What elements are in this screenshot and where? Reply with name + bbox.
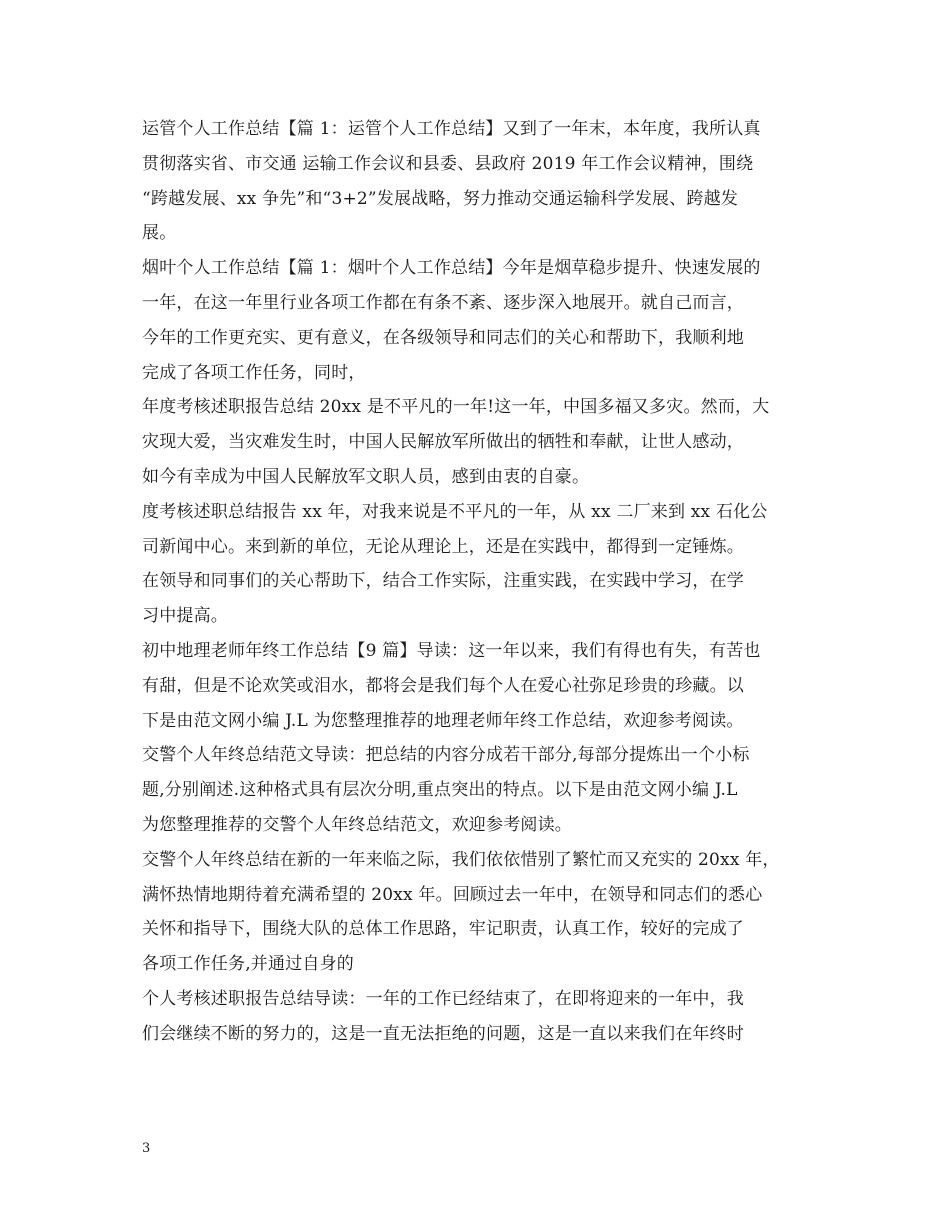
text-line: 展。 <box>142 223 177 244</box>
paragraph-geren-kaohe <box>142 982 822 1052</box>
text-line: 度考核述职总结报告 xx 年，对我来说是不平凡的一年，从 xx 二厂来到 xx 石化公 <box>142 501 768 522</box>
paragraph-yanye <box>142 251 822 390</box>
text-line: 交警个人年终总结范文导读：把总结的内容分成若干部分,每部分提炼出一个小标 <box>142 745 750 766</box>
document-body <box>142 112 822 1052</box>
text-line: 今年的工作更充实、更有意义，在各级领导和同志们的关心和帮助下，我顺利地 <box>142 327 744 348</box>
paragraph-jiaojing-zongjie <box>142 843 822 982</box>
text-line: 习中提高。 <box>142 606 228 627</box>
text-line: 关怀和指导下，围绕大队的总体工作思路，牢记职责，认真工作，较好的完成了 <box>142 919 744 940</box>
paragraph-dili-laoshi <box>142 634 822 738</box>
paragraph-yunguan <box>142 112 822 251</box>
text-line: 们会继续不断的努力的，这是一直无法拒绝的问题，这是一直以来我们在年终时 <box>142 1023 744 1044</box>
text-line: 初中地理老师年终工作总结【9 篇】导读：这一年以来，我们有得也有失，有苦也 <box>142 640 761 661</box>
text-line: 个人考核述职报告总结导读：一年的工作已经结束了，在即将迎来的一年中，我 <box>142 988 744 1009</box>
text-line: 年度考核述职报告总结 20xx 是不平凡的一年!这一年，中国多福又多灾。然而，大 <box>142 397 770 418</box>
text-line: 题,分别阐述.这种格式具有层次分明,重点突出的特点。以下是由范文网小编 J.L <box>142 780 738 801</box>
paragraph-du-kaohe <box>142 495 822 634</box>
text-line: 运管个人工作总结【篇 1：运管个人工作总结】又到了一年末，本年度，我所认真 <box>142 119 761 139</box>
paragraph-niandu-kaohe <box>142 390 822 494</box>
text-line: 在领导和同事们的关心帮助下，结合工作实际，注重实践，在实践中学习，在学 <box>142 571 744 592</box>
text-line: 司新闻中心。来到新的单位，无论从理论上，还是在实践中，都得到一定锤炼。 <box>142 536 744 557</box>
text-line: 有甜，但是不论欢笑或泪水，都将会是我们每个人在爱心社弥足珍贵的珍藏。以 <box>142 675 744 696</box>
text-line: 如今有幸成为中国人民解放军文职人员，感到由衷的自豪。 <box>142 466 590 487</box>
text-line: 烟叶个人工作总结【篇 1：烟叶个人工作总结】今年是烟草稳步提升、快速发展的 <box>142 258 761 279</box>
text-line: 各项工作任务,并通过自身的 <box>142 954 355 975</box>
text-line: “跨越发展、xx 争先”和“3+2”发展战略，努力推动交通运输科学发展、跨越发 <box>142 188 739 209</box>
paragraph-jiaojing-fanwen <box>142 738 822 842</box>
text-line: 下是由范文网小编 J.L 为您整理推荐的地理老师年终工作总结，欢迎参考阅读。 <box>142 710 744 731</box>
text-line: 灾现大爱，当灾难发生时，中国人民解放军所做出的牺牲和奉献，让世人感动， <box>142 432 744 453</box>
text-line: 交警个人年终总结在新的一年来临之际，我们依依惜别了繁忙而又充实的 20xx 年， <box>142 849 780 870</box>
text-line: 为您整理推荐的交警个人年终总结范文，欢迎参考阅读。 <box>142 814 572 835</box>
text-line: 满怀热情地期待着充满希望的 20xx 年。回顾过去一年中，在领导和同志们的悉心 <box>142 884 763 905</box>
text-line: 完成了各项工作任务，同时， <box>142 362 366 383</box>
text-line: 一年，在这一年里行业各项工作都在有条不紊、逐步深入地展开。就自己而言， <box>142 292 744 313</box>
text-line: 贯彻落实省、市交通 运输工作会议和县委、县政府 2019 年工作会议精神，围绕 <box>142 153 754 174</box>
page-number: 3 <box>142 1141 151 1156</box>
